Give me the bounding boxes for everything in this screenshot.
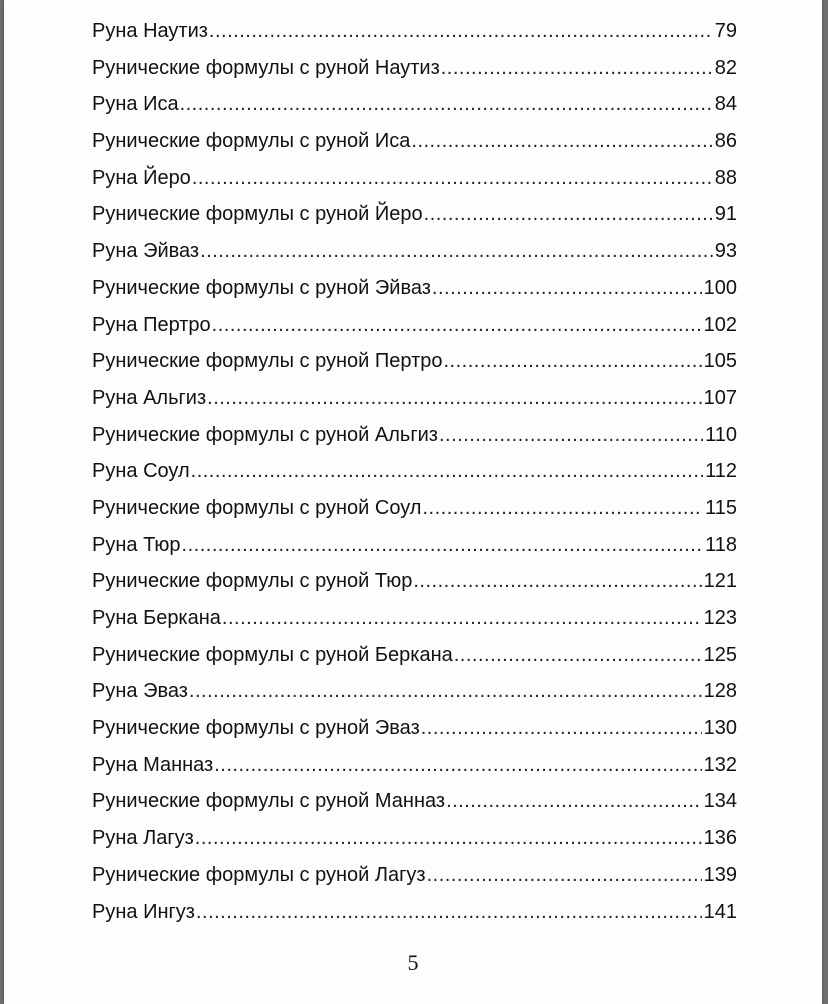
toc-entry-page: 91 xyxy=(714,203,737,226)
toc-entry[interactable] xyxy=(92,680,737,717)
toc-entry[interactable] xyxy=(92,167,737,204)
toc-entry[interactable] xyxy=(92,534,737,571)
toc-entry[interactable] xyxy=(92,277,737,314)
toc-entry-title: Рунические формулы с руной Пертро xyxy=(92,350,443,373)
dot-leader xyxy=(443,350,701,373)
dot-leader xyxy=(424,203,713,226)
toc-entry[interactable] xyxy=(92,864,737,901)
dot-leader xyxy=(439,424,703,447)
dot-leader xyxy=(446,790,702,813)
toc-entry-title: Руна Манназ xyxy=(92,753,214,776)
toc-entry-page: 79 xyxy=(714,20,737,42)
toc-entry-title: Рунические формулы с руной Наутиз xyxy=(92,56,440,79)
toc-entry[interactable] xyxy=(92,570,737,607)
toc-entry-page: 82 xyxy=(714,56,737,79)
toc-entry-page: 110 xyxy=(705,423,737,446)
toc-entry-page: 132 xyxy=(703,753,737,776)
toc-entry[interactable] xyxy=(92,57,737,94)
toc-entry[interactable] xyxy=(92,350,737,387)
dot-leader xyxy=(180,93,713,116)
toc-entry-page: 136 xyxy=(703,827,737,850)
dot-leader xyxy=(454,644,702,667)
dot-leader xyxy=(209,20,713,43)
toc-entry-page: 112 xyxy=(705,460,737,483)
toc-entry[interactable] xyxy=(92,240,737,277)
dot-leader xyxy=(432,277,702,300)
toc-entry-title: Рунические формулы с руной Манназ xyxy=(92,790,446,813)
toc-entry-title: Руна Эйваз xyxy=(92,240,200,263)
dot-leader xyxy=(191,460,703,483)
toc-entry-title: Руна Лагуз xyxy=(92,827,194,850)
toc-entry-title: Рунические формулы с руной Лагуз xyxy=(92,863,426,886)
toc-entry-page: 134 xyxy=(703,790,737,813)
toc-entry-title: Рунические формулы с руной Эваз xyxy=(92,717,420,740)
dot-leader xyxy=(413,570,701,593)
toc-entry-page: 115 xyxy=(705,496,737,519)
document-page xyxy=(4,0,822,1004)
toc-entry[interactable] xyxy=(92,754,737,791)
dot-leader xyxy=(189,680,702,703)
toc-entry-title: Рунические формулы с руной Йеро xyxy=(92,203,423,226)
dot-leader xyxy=(195,827,702,850)
toc-entry-page: 128 xyxy=(703,680,737,703)
toc-entry[interactable] xyxy=(92,460,737,497)
toc-entry-title: Рунические формулы с руной Тюр xyxy=(92,570,413,593)
toc-entry-title: Руна Тюр xyxy=(92,533,181,556)
toc-entry-title: Руна Альгиз xyxy=(92,386,207,409)
toc-entry-title: Рунические формулы с руной Беркана xyxy=(92,643,453,666)
toc-entry[interactable] xyxy=(92,901,737,938)
toc-entry[interactable] xyxy=(92,790,737,827)
toc-entry[interactable] xyxy=(92,93,737,130)
toc-entry[interactable] xyxy=(92,203,737,240)
toc-entry-title: Руна Ингуз xyxy=(92,900,195,923)
toc-entry-page: 88 xyxy=(714,166,737,189)
toc-entry-page: 93 xyxy=(714,240,737,263)
toc-entry-page: 139 xyxy=(703,863,737,886)
toc-entry[interactable] xyxy=(92,644,737,681)
toc-entry-page: 123 xyxy=(703,607,737,629)
toc-entry-title: Руна Наутиз xyxy=(92,20,208,42)
toc-entry-page: 141 xyxy=(703,900,737,923)
toc-entry-page: 102 xyxy=(703,313,737,336)
dot-leader xyxy=(222,607,702,630)
toc-entry-page: 107 xyxy=(703,386,737,409)
dot-leader xyxy=(207,387,701,410)
toc-entry-title: Рунические формулы с руной Соул xyxy=(92,496,422,519)
toc-entry-title: Руна Эваз xyxy=(92,680,188,703)
dot-leader xyxy=(214,754,701,777)
toc-entry[interactable] xyxy=(92,497,737,534)
toc-entry-title: Руна Беркана xyxy=(92,607,221,629)
toc-entry-page: 86 xyxy=(714,130,737,153)
dot-leader xyxy=(212,314,702,337)
toc-entry-page: 84 xyxy=(714,93,737,116)
toc-entry-page: 121 xyxy=(703,570,737,593)
toc-entry-page: 118 xyxy=(705,533,737,556)
dot-leader xyxy=(427,864,702,887)
toc-entry[interactable] xyxy=(92,314,737,351)
dot-leader xyxy=(421,717,702,740)
toc-entry-page: 105 xyxy=(703,350,737,373)
toc-entry-title: Рунические формулы с руной Иса xyxy=(92,130,411,153)
toc-entry[interactable] xyxy=(92,717,737,754)
toc-entry-title: Руна Соул xyxy=(92,460,190,483)
dot-leader xyxy=(411,130,712,153)
dot-leader xyxy=(182,534,704,557)
toc-entry[interactable] xyxy=(92,130,737,167)
page-number: 5 xyxy=(407,950,419,975)
toc-entry-title: Руна Иса xyxy=(92,93,179,116)
toc-entry-title: Руна Йеро xyxy=(92,166,191,189)
toc-entry-page: 125 xyxy=(703,643,737,666)
dot-leader xyxy=(200,240,713,263)
toc-entry-title: Рунические формулы с руной Альгиз xyxy=(92,423,438,446)
toc-entry[interactable] xyxy=(92,20,737,57)
toc-entry[interactable] xyxy=(92,607,737,644)
dot-leader xyxy=(441,57,713,80)
dot-leader xyxy=(196,901,702,924)
dot-leader xyxy=(192,167,713,190)
dot-leader xyxy=(422,497,703,520)
toc-entry-title: Рунические формулы с руной Эйваз xyxy=(92,276,431,299)
toc-entry[interactable] xyxy=(92,387,737,424)
toc-entry[interactable] xyxy=(92,424,737,461)
toc-entry-page: 130 xyxy=(703,717,737,740)
table-of-contents xyxy=(92,20,737,937)
toc-entry-title: Руна Пертро xyxy=(92,313,211,336)
toc-entry[interactable] xyxy=(92,827,737,864)
toc-entry-page: 100 xyxy=(703,276,737,299)
